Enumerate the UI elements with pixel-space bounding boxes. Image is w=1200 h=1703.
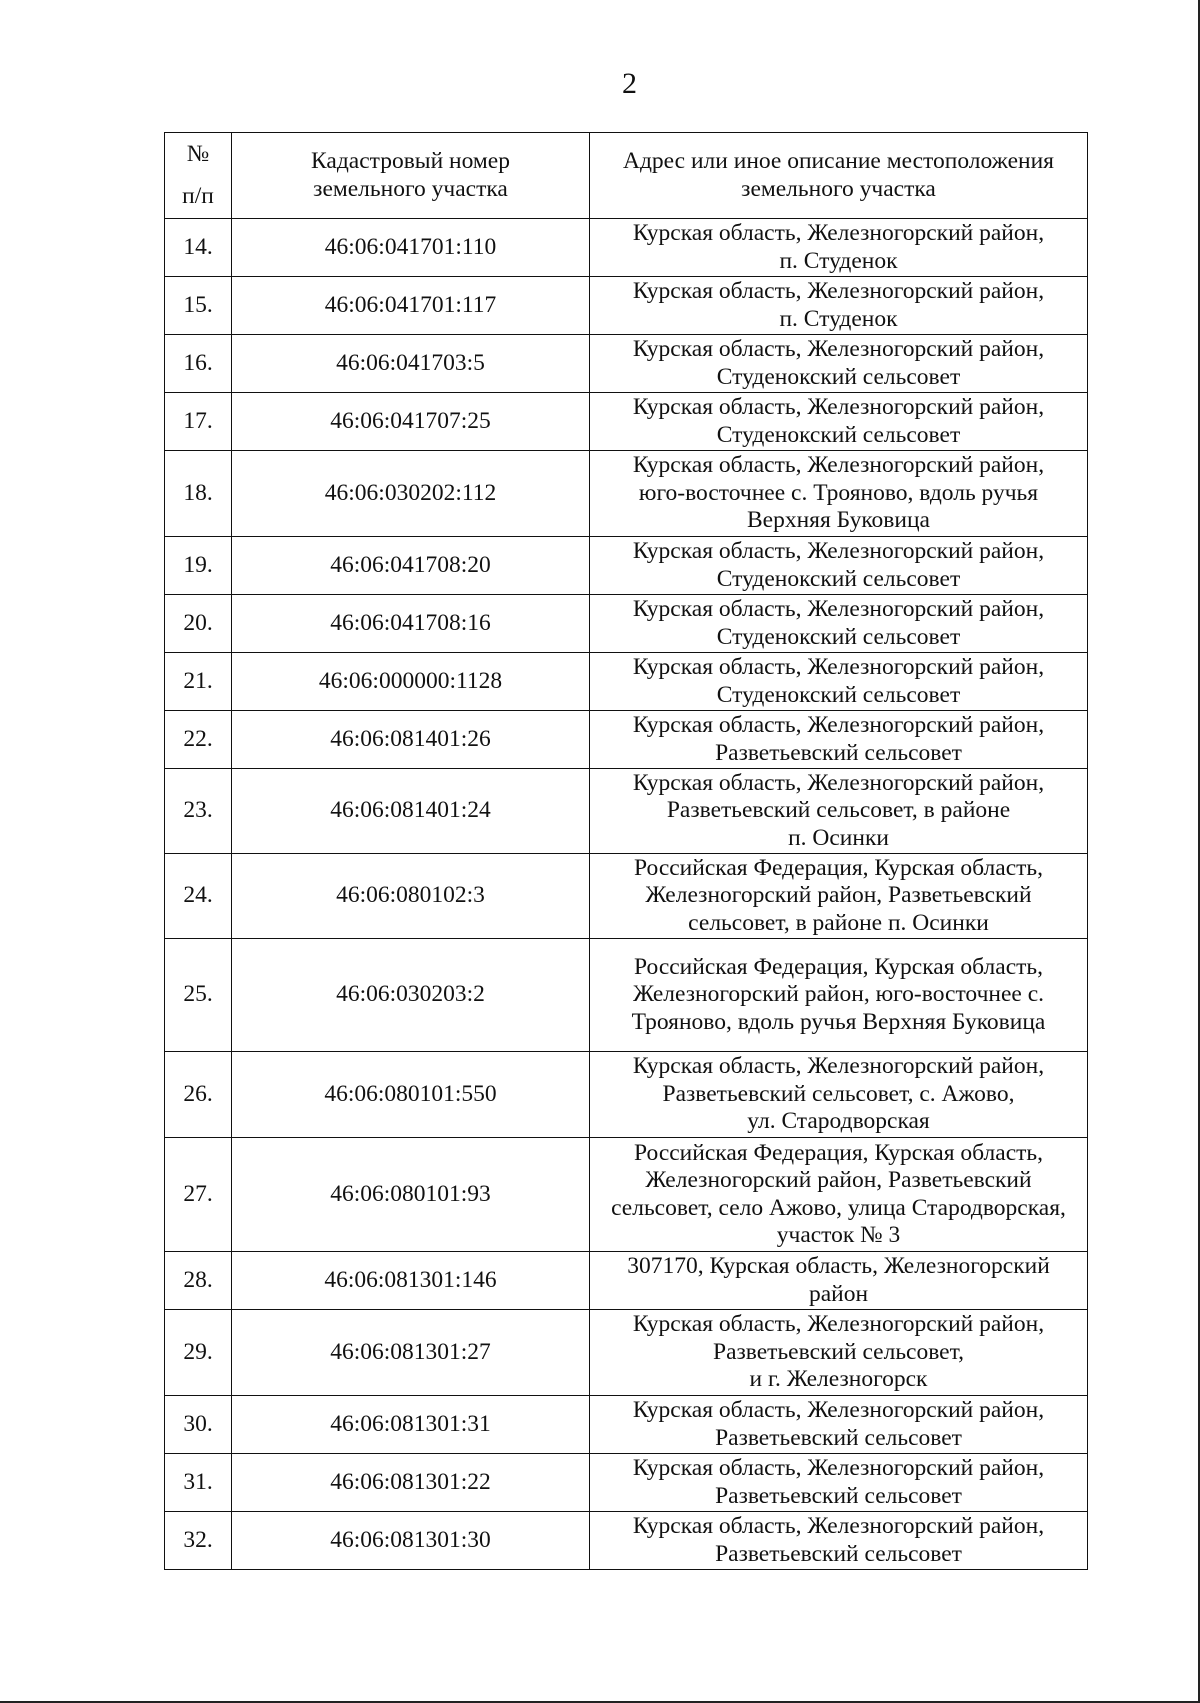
row-number: 18. xyxy=(165,451,232,537)
address-line: Курская область, Железногорский район, xyxy=(632,596,1045,622)
address-cell xyxy=(590,1310,1088,1396)
address-cell xyxy=(590,1512,1088,1570)
table-row xyxy=(165,653,1088,711)
address-cell xyxy=(590,653,1088,711)
address-line: Студенокский сельсовет xyxy=(716,421,961,448)
address-cell xyxy=(590,537,1088,595)
address-line: Студенокский сельсовет xyxy=(716,363,961,390)
cadastral-number: 46:06:081301:22 xyxy=(232,1454,590,1512)
table-row xyxy=(165,1396,1088,1454)
cadastral-number: 46:06:041701:117 xyxy=(232,277,590,335)
address-line: Разветьевский сельсовет xyxy=(715,1540,962,1567)
table-header-row xyxy=(165,133,1088,219)
header-number-line2: п/п xyxy=(182,183,214,209)
address-cell xyxy=(590,393,1088,451)
cadastral-number: 46:06:030202:112 xyxy=(232,451,590,537)
address-cell xyxy=(590,939,1088,1052)
header-address xyxy=(590,133,1088,219)
address-cell xyxy=(590,219,1088,277)
row-number: 19. xyxy=(165,537,232,595)
row-number: 29. xyxy=(165,1310,232,1396)
address-cell xyxy=(590,711,1088,769)
address-line: Трояново, вдоль ручья Верхняя Буковица xyxy=(631,1008,1046,1035)
row-number: 26. xyxy=(165,1052,232,1138)
row-number: 25. xyxy=(165,939,232,1052)
address-line: Разветьевский сельсовет xyxy=(715,1424,962,1451)
address-line: Железногорский район, Разветьевский xyxy=(645,1167,1032,1193)
table-row xyxy=(165,711,1088,769)
cadastral-number: 46:06:081301:146 xyxy=(232,1252,590,1310)
address-line: п. Студенок xyxy=(779,247,898,274)
row-number: 22. xyxy=(165,711,232,769)
address-cell xyxy=(590,1454,1088,1512)
cadastral-number: 46:06:081401:24 xyxy=(232,769,590,854)
cadastral-number: 46:06:081301:27 xyxy=(232,1310,590,1396)
address-line: п. Осинки xyxy=(788,824,889,851)
address-cell xyxy=(590,854,1088,939)
header-cadastral-line2: земельного участка xyxy=(313,175,508,202)
row-number: 20. xyxy=(165,595,232,653)
cadastral-number: 46:06:080101:93 xyxy=(232,1138,590,1252)
row-number: 16. xyxy=(165,335,232,393)
header-number xyxy=(165,133,232,219)
address-line: Курская область, Железногорский район, xyxy=(632,654,1045,680)
address-line: 307170, Курская область, Железногорский xyxy=(627,1253,1050,1279)
table-row xyxy=(165,1138,1088,1252)
table-row xyxy=(165,1252,1088,1310)
address-line: Разветьевский сельсовет xyxy=(715,739,962,766)
address-cell xyxy=(590,451,1088,537)
address-line: ул. Стародворская xyxy=(747,1108,930,1135)
address-line: юго-восточнее с. Трояново, вдоль ручья xyxy=(638,479,1039,506)
page-number: 2 xyxy=(622,67,637,100)
table-row xyxy=(165,1052,1088,1138)
table-row xyxy=(165,1310,1088,1396)
address-line: участок № 3 xyxy=(776,1222,901,1248)
table-body xyxy=(165,219,1088,1570)
cadastral-number: 46:06:080102:3 xyxy=(232,854,590,939)
row-number: 17. xyxy=(165,393,232,451)
address-line: Курская область, Железногорский район, xyxy=(632,278,1045,304)
table-row xyxy=(165,277,1088,335)
cadastral-number: 46:06:041708:16 xyxy=(232,595,590,653)
cadastral-number: 46:06:081401:26 xyxy=(232,711,590,769)
address-line: Курская область, Железногорский район, xyxy=(632,1311,1045,1338)
address-line: Разветьевский сельсовет, в районе xyxy=(666,797,1011,824)
address-line: Студенокский сельсовет xyxy=(716,565,961,592)
address-line: Курская область, Железногорский район, xyxy=(632,1053,1045,1080)
header-address-line1: Адрес или иное описание местоположения xyxy=(622,148,1054,174)
address-cell xyxy=(590,1052,1088,1138)
address-line: Верхняя Буковица xyxy=(747,507,930,534)
cadastral-number: 46:06:081301:31 xyxy=(232,1396,590,1454)
address-cell xyxy=(590,1396,1088,1454)
header-number-line1: № xyxy=(186,140,210,167)
table-row xyxy=(165,335,1088,393)
address-cell xyxy=(590,1252,1088,1310)
address-line: Курская область, Железногорский район, xyxy=(632,394,1045,420)
address-line: Курская область, Железногорский район, xyxy=(632,452,1045,479)
row-number: 21. xyxy=(165,653,232,711)
row-number: 14. xyxy=(165,219,232,277)
address-line: Курская область, Железногорский район, xyxy=(632,336,1045,362)
table-row xyxy=(165,451,1088,537)
cadastral-number: 46:06:041701:110 xyxy=(232,219,590,277)
address-line: район xyxy=(808,1280,869,1307)
header-cadastral-line1: Кадастровый номер xyxy=(311,148,510,174)
table-row xyxy=(165,393,1088,451)
cadastral-number: 46:06:030203:2 xyxy=(232,939,590,1052)
address-cell xyxy=(590,335,1088,393)
address-line: Разветьевский сельсовет, xyxy=(713,1338,964,1365)
address-line: Разветьевский сельсовет, с. Ажово, xyxy=(662,1080,1015,1107)
address-line: Железногорский район, Разветьевский xyxy=(645,882,1032,909)
address-line: п. Студенок xyxy=(779,305,898,332)
address-line: Курская область, Железногорский район, xyxy=(632,538,1045,564)
cadastral-number: 46:06:041708:20 xyxy=(232,537,590,595)
table-row xyxy=(165,854,1088,939)
address-line: Российская Федерация, Курская область, xyxy=(634,953,1043,980)
address-cell xyxy=(590,769,1088,854)
row-number: 23. xyxy=(165,769,232,854)
address-cell xyxy=(590,1138,1088,1252)
row-number: 31. xyxy=(165,1454,232,1512)
row-number: 24. xyxy=(165,854,232,939)
cadastral-number: 46:06:041707:25 xyxy=(232,393,590,451)
address-line: и г. Железногорск xyxy=(749,1366,928,1393)
cadastral-number: 46:06:080101:550 xyxy=(232,1052,590,1138)
table-row xyxy=(165,595,1088,653)
row-number: 27. xyxy=(165,1138,232,1252)
table-row xyxy=(165,219,1088,277)
table-row xyxy=(165,769,1088,854)
address-line: Студенокский сельсовет xyxy=(716,623,961,650)
address-line: сельсовет, село Ажово, улица Стародворская, xyxy=(611,1194,1066,1221)
address-line: Курская область, Железногорский район, xyxy=(632,220,1045,246)
table-row xyxy=(165,939,1088,1052)
table-row xyxy=(165,1512,1088,1570)
table-row xyxy=(165,537,1088,595)
address-line: Курская область, Железногорский район, xyxy=(632,1513,1045,1539)
address-cell xyxy=(590,595,1088,653)
address-line: Курская область, Железногорский район, xyxy=(632,1397,1045,1423)
header-cadastral xyxy=(232,133,590,219)
address-line: Курская область, Железногорский район, xyxy=(632,1455,1045,1481)
land-plots-table xyxy=(164,132,1088,1570)
address-line: Разветьевский сельсовет xyxy=(715,1482,962,1509)
address-line: сельсовет, в районе п. Осинки xyxy=(688,909,989,936)
address-line: Курская область, Железногорский район, xyxy=(632,769,1045,796)
table-row xyxy=(165,1454,1088,1512)
row-number: 30. xyxy=(165,1396,232,1454)
cadastral-number: 46:06:000000:1128 xyxy=(232,653,590,711)
address-line: Студенокский сельсовет xyxy=(716,681,961,708)
address-line: Курская область, Железногорский район, xyxy=(632,712,1045,738)
row-number: 15. xyxy=(165,277,232,335)
cadastral-number: 46:06:041703:5 xyxy=(232,335,590,393)
address-line: Железногорский район, юго-восточнее с. xyxy=(632,981,1045,1008)
address-line: Российская Федерация, Курская область, xyxy=(634,1139,1043,1166)
header-address-line2: земельного участка xyxy=(741,175,936,202)
row-number: 32. xyxy=(165,1512,232,1570)
cadastral-number: 46:06:081301:30 xyxy=(232,1512,590,1570)
address-cell xyxy=(590,277,1088,335)
row-number: 28. xyxy=(165,1252,232,1310)
address-line: Российская Федерация, Курская область, xyxy=(634,854,1043,881)
